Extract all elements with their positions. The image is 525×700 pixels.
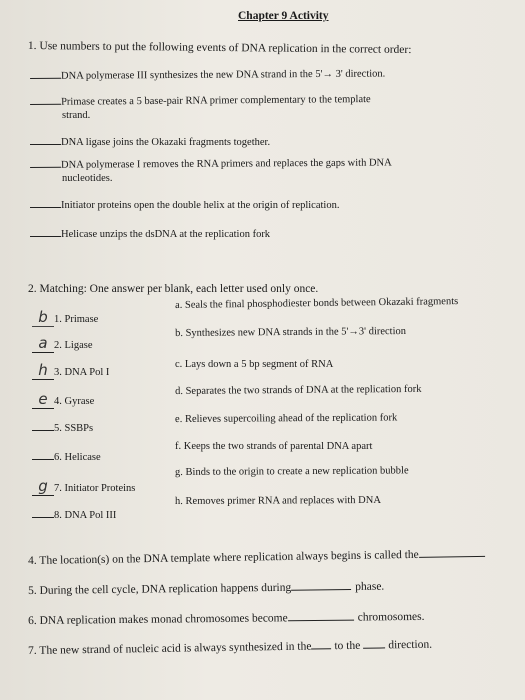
match-def-e: e. Relieves supercoiling ahead of the replication fork: [175, 412, 398, 425]
match-term-7: 7. Initiator Proteins: [54, 483, 136, 494]
match-term-2: 2. Ligase: [54, 340, 93, 351]
q1-blank-4[interactable]: [30, 167, 61, 168]
match-row-6: [32, 452, 101, 464]
q1-item-5-text: Initiator proteins open the double helix at the origin of replication.: [61, 200, 340, 211]
q1-blank-2[interactable]: [30, 104, 61, 105]
match-blank-2[interactable]: [32, 334, 54, 353]
match-def-d: d. Separates the two strands of DNA at the replication fork: [175, 383, 422, 397]
q5-suffix: phase.: [355, 580, 385, 594]
q1-item-6-text: Helicase unzips the dsDNA at the replication fork: [61, 229, 271, 240]
match-def-b: b. Synthesizes new DNA strands in the 5'→3' direction: [175, 325, 407, 339]
q4-text: 4. The location(s) on the DNA template where replication always begins is called the: [28, 548, 419, 567]
q5-row: [28, 581, 384, 597]
page-title: Chapter 9 Activity: [238, 10, 329, 22]
q1-item-3-text: DNA ligase joins the Okazaki fragments together.: [61, 137, 271, 148]
q4-row: [28, 548, 485, 567]
q1-item-4: [30, 157, 392, 172]
match-term-8: 8. DNA Pol III: [54, 510, 117, 521]
match-blank-7[interactable]: [32, 477, 54, 496]
q1-item-3: [30, 137, 270, 149]
q1-item-6: [30, 229, 270, 241]
q7-row: [28, 639, 432, 657]
q1-blank-1[interactable]: [30, 78, 61, 79]
match-answer-2: a: [38, 334, 48, 352]
match-def-f: f. Keeps the two strands of parental DNA apart: [175, 441, 373, 452]
q1-item-5: [30, 200, 339, 212]
q1-blank-6[interactable]: [30, 236, 61, 237]
match-blank-3[interactable]: [32, 361, 54, 380]
q1-blank-5[interactable]: [30, 207, 61, 208]
match-blank-4[interactable]: [32, 390, 54, 409]
match-blank-6[interactable]: [32, 459, 54, 460]
q5-text: 5. During the cell cycle, DNA replication happens during: [28, 581, 292, 597]
q4-blank[interactable]: [419, 556, 485, 558]
match-row-4: [32, 390, 95, 409]
q6-row: [28, 611, 425, 627]
match-blank-1[interactable]: [32, 308, 54, 327]
match-def-h: h. Removes primer RNA and replaces with DNA: [175, 494, 381, 507]
match-row-7: [32, 477, 136, 496]
q1-item-4-text: DNA polymerase I removes the RNA primers and replaces the gaps with DNA: [60, 157, 392, 171]
match-row-5: [32, 423, 93, 435]
q5-blank[interactable]: [291, 589, 351, 591]
q7-mid: to the: [334, 639, 361, 653]
match-answer-7: g: [38, 477, 48, 495]
match-term-6: 6. Helicase: [54, 452, 101, 463]
match-row-1: [32, 308, 99, 327]
match-term-3: 3. DNA Pol I: [54, 367, 110, 378]
match-row-8: [32, 510, 116, 522]
q1-prompt: 1. Use numbers to put the following events of DNA replication in the correct order:: [27, 40, 412, 57]
match-answer-1: b: [38, 308, 48, 326]
q7-suffix: direction.: [388, 638, 433, 652]
q7-blank-1[interactable]: [311, 648, 331, 649]
match-def-a: a. Seals the final phosphodiester bonds between Okazaki fragments: [175, 296, 459, 311]
match-term-1: 1. Primase: [54, 314, 99, 325]
q1-item-2-text: Primase creates a 5 base-pair RNA primer complementary to the template: [60, 94, 371, 108]
match-answer-4: e: [38, 390, 48, 408]
q1-item-1: [30, 69, 385, 83]
q1-item-1-text: DNA polymerase III synthesizes the new DNA strand in the 5'→ 3' direction.: [60, 68, 386, 82]
match-def-c: c. Lays down a 5 bp segment of RNA: [175, 359, 334, 370]
q6-text: 6. DNA replication makes monad chromosomes become: [28, 612, 288, 627]
q7-text: 7. The new strand of nucleic acid is always synthesized in the: [28, 640, 312, 657]
match-row-2: [32, 334, 93, 353]
q7-blank-2[interactable]: [363, 647, 385, 648]
match-blank-5[interactable]: [32, 430, 54, 431]
q1-item-2-cont: strand.: [62, 110, 91, 121]
q1-item-2: [30, 94, 371, 109]
q6-blank[interactable]: [288, 620, 354, 622]
match-answer-3: h: [38, 361, 48, 379]
match-term-4: 4. Gyrase: [54, 396, 95, 407]
q1-item-4-cont: nucleotides.: [62, 173, 113, 184]
q1-blank-3[interactable]: [30, 144, 61, 145]
match-blank-8[interactable]: [32, 517, 54, 518]
match-row-3: [32, 361, 110, 380]
match-term-5: 5. SSBPs: [54, 423, 94, 434]
q6-suffix: chromosomes.: [357, 610, 425, 624]
match-def-g: g. Binds to the origin to create a new replication bubble: [175, 465, 409, 478]
q2-prompt: 2. Matching: One answer per blank, each letter used only once.: [28, 283, 319, 295]
